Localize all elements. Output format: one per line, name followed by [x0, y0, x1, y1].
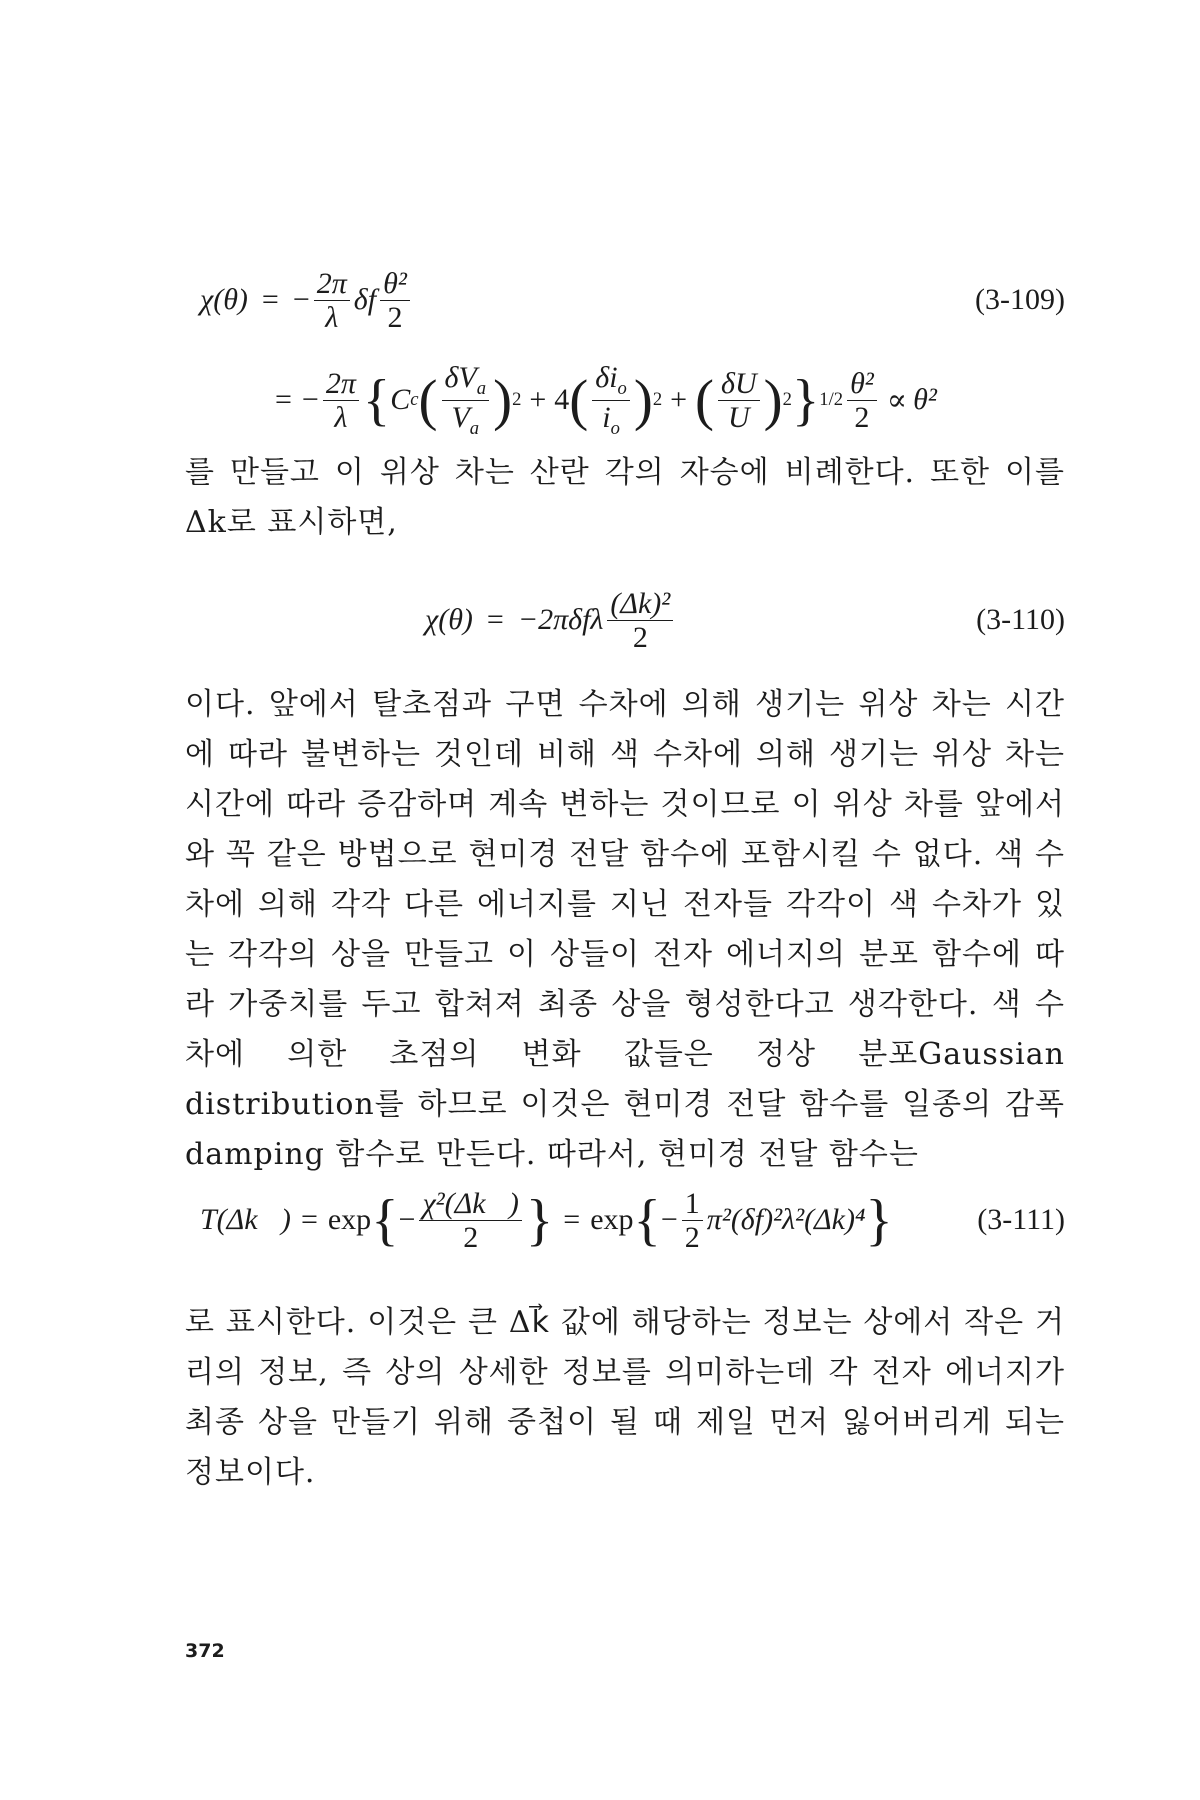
eq-lhs: χ(θ) — [425, 603, 473, 636]
left-brace: { — [633, 1188, 661, 1252]
fraction-denominator: 2 — [632, 620, 648, 654]
eq-fraction — [314, 267, 350, 334]
left-paren: ( — [569, 368, 589, 432]
fraction-denominator: $i_o$ — [602, 400, 620, 439]
right-brace: } — [525, 1188, 554, 1252]
eq-lhs: χ(θ) — [200, 283, 248, 316]
proportional-sign: ∝ — [886, 383, 908, 417]
eq-term: δf — [353, 283, 377, 316]
eq-equals: = — [563, 1203, 581, 1236]
right-paren: ) — [763, 368, 783, 432]
fraction-numerator: δU — [718, 367, 760, 401]
exponent: 2 — [512, 389, 522, 410]
left-paren: ( — [695, 368, 715, 432]
paragraph-text: 로 표시한다. 이것은 큰 Δk⃗ 값에 해당하는 정보는 상에서 작은 거리의 정보, 즉 상의 상세한 정보를 의미하는데 각 전자 에너지가 최종 상을 만들기 위해 중첩이 될 때 제일 먼저 잃어버리게 되는 정보이다. — [185, 1305, 1065, 1490]
equation-number: (3-110) — [976, 603, 1065, 636]
fraction-denominator: $V_a$ — [451, 400, 480, 439]
exp-function: exp — [327, 1203, 372, 1236]
outer-exponent: 1/2 — [819, 389, 844, 410]
fraction-denominator: U — [728, 400, 750, 434]
exponent: 2 — [782, 389, 792, 410]
eq-fraction — [380, 267, 410, 334]
right-paren: ) — [633, 368, 653, 432]
right-brace: } — [865, 1188, 893, 1252]
eq-term: −2πδfλ — [517, 603, 604, 636]
eq-equals: = — [486, 603, 504, 636]
equation-number: (3-109) — [975, 283, 1065, 316]
eq-sign: − — [398, 1203, 416, 1236]
paragraph-3 — [185, 1298, 1065, 1498]
eq-fraction — [442, 361, 490, 439]
coefficient: C — [390, 383, 411, 416]
eq-fraction — [847, 367, 877, 434]
plus-sign: + — [529, 383, 547, 416]
fraction-numerator: $\delta i_o$ — [592, 361, 630, 400]
eq-fraction — [607, 587, 673, 654]
eq-term: π²(δf)²λ²(Δk)⁴ — [706, 1203, 866, 1236]
fraction-denominator: 2 — [463, 1220, 479, 1254]
equation-3-110 — [185, 570, 1065, 670]
equation-number: (3-111) — [977, 1203, 1065, 1236]
exponent: 2 — [652, 389, 663, 410]
fraction-denominator: λ — [325, 300, 339, 334]
left-paren: ( — [418, 368, 438, 432]
equation-3-111-line — [185, 1170, 1065, 1270]
paragraph-2 — [185, 680, 1065, 1180]
left-brace: { — [371, 1188, 399, 1252]
eq-rhs: θ² — [913, 383, 937, 416]
fraction-denominator: 2 — [684, 1220, 700, 1254]
fraction-numerator: $\delta V_a$ — [442, 361, 490, 400]
right-paren: ) — [493, 368, 513, 432]
coefficient-subscript: c — [410, 389, 419, 410]
fraction-denominator: 2 — [854, 400, 870, 434]
eq-equals: = — [261, 283, 279, 316]
paragraph-1 — [185, 448, 1065, 548]
eq-sign: − — [292, 283, 310, 316]
exp-function: exp — [590, 1203, 634, 1236]
fraction-numerator: 2π — [314, 267, 350, 301]
fraction-denominator: 2 — [387, 300, 403, 334]
equation-3-109 — [185, 250, 1065, 450]
paragraph-text: 이다. 앞에서 탈초점과 구면 수차에 의해 생기는 위상 차는 시간에 따라 불변하는 것인데 비해 색 수차에 의해 생기는 위상 차는 시간에 따라 증감하며 계속 변하는 것이므로 이 위상 차를 앞에서와 꼭 같은 방법으로 현미경 전달 함수에 포함시킬 수 없다. 색 수차에 의해 각각 다른 에너지를 지닌 전자들 각각이 색 수차가 있는 각각의 상을 만들고 이 상들이 전자 에너지의 분포 함수에 따라 가중치를 두고 합쳐져 최종 상을 형성한다고 생각한다. 색 수차에 의한 초점의 변화 값들은 정상 분포Gaussian distribution를 하므로 이것은 현미경 전달 함수를 일종의 감폭damping 함수로 만든다. 따라서, 현미경 전달 함수는 — [185, 687, 1065, 1172]
equation-3-111 — [185, 1170, 1065, 1270]
eq-fraction — [592, 361, 630, 439]
eq-lhs: T(Δk⃗) — [200, 1203, 291, 1236]
eq-fraction — [718, 367, 760, 434]
fraction-numerator: χ²(Δk⃗) — [419, 1187, 521, 1221]
eq-equals: = — [300, 1203, 318, 1236]
fraction-numerator: θ² — [847, 367, 877, 401]
fraction-denominator: λ — [334, 400, 348, 434]
eq-fraction — [682, 1187, 703, 1254]
paragraph-text: 를 만들고 이 위상 차는 산란 각의 자승에 비례한다. 또한 이를 Δk로 표시하면, — [185, 455, 1065, 540]
left-brace: { — [362, 368, 391, 432]
equation-3-109-line-1 — [185, 250, 1065, 350]
equation-3-109-line-2 — [185, 350, 1065, 450]
coefficient: 4 — [554, 383, 570, 416]
eq-sign: − — [301, 383, 319, 416]
fraction-numerator: θ² — [380, 267, 410, 301]
eq-fraction — [419, 1187, 521, 1254]
fraction-numerator: 1 — [682, 1187, 703, 1221]
equation-3-110-line — [185, 570, 1065, 670]
eq-sign: − — [660, 1203, 678, 1236]
fraction-numerator: 2π — [323, 367, 359, 401]
right-brace: } — [791, 368, 820, 432]
eq-equals: = — [275, 383, 292, 416]
plus-sign: + — [670, 383, 688, 416]
page-number: 372 — [185, 1640, 225, 1662]
fraction-numerator: (Δk)² — [607, 587, 673, 621]
eq-fraction — [323, 367, 359, 434]
